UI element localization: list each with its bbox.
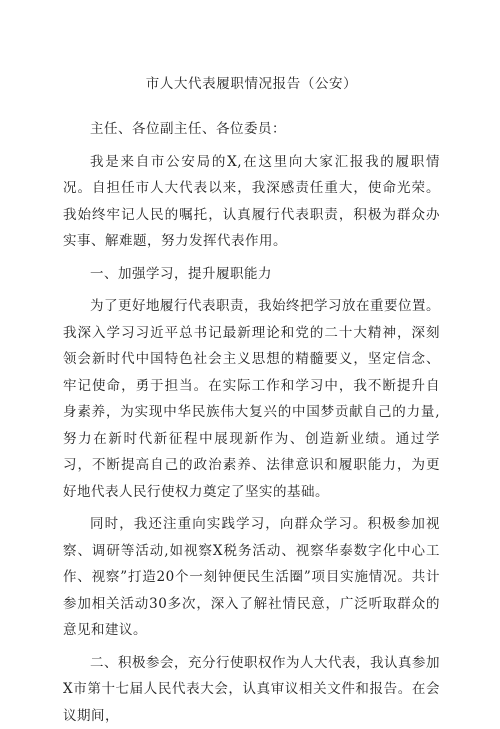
paragraph-section-2: 二、积极参会，充分行使职权作为人大代表，我认真参加X市第十七届人民代表大会，认真审议相关文件和报告。在会议期间， (63, 650, 440, 729)
section-heading-1: 一、加强学习，提升履职能力 (63, 261, 440, 288)
salutation: 主任、各位副主任、各位委员： (63, 116, 440, 143)
document-title: 市人大代表履职情况报告（公安） (63, 74, 440, 94)
paragraph-practice: 同时，我还注重向实践学习，向群众学习。积极参加视察、调研等活动,如视察X税务活动、视察华泰数字化中心工作、视察”打造20个一刻钟便民生活圈”项目实施情况。共计参加相关活动30多次，深入了解社情民意，广泛听取群众的意见和建议。 (63, 511, 440, 644)
paragraph-study: 为了更好地履行代表职责，我始终把学习放在重要位置。我深入学习习近平总书记最新理论和党的二十大精神，深刻领会新时代中国特色社会主义思想的精髓要义，坚定信念、牢记使命，勇于担当。在实际工作和学习中，我不断提升自身素养，为实现中华民族伟大复兴的中国梦贡献自己的力量,努力在新时代新征程中展现新作为、创造新业绩。通过学习，不断提高自己的政治素养、法律意识和履职能力，为更好地代表人民行使权力奠定了坚实的基础。 (63, 293, 440, 505)
paragraph-intro: 我是来自市公安局的X,在这里向大家汇报我的履职情况。自担任市人大代表以来，我深感责任重大，使命光荣。我始终牢记人民的嘱托，认真履行代表职责，积极为群众办实事、解难题，努力发挥代表作用。 (63, 149, 440, 255)
